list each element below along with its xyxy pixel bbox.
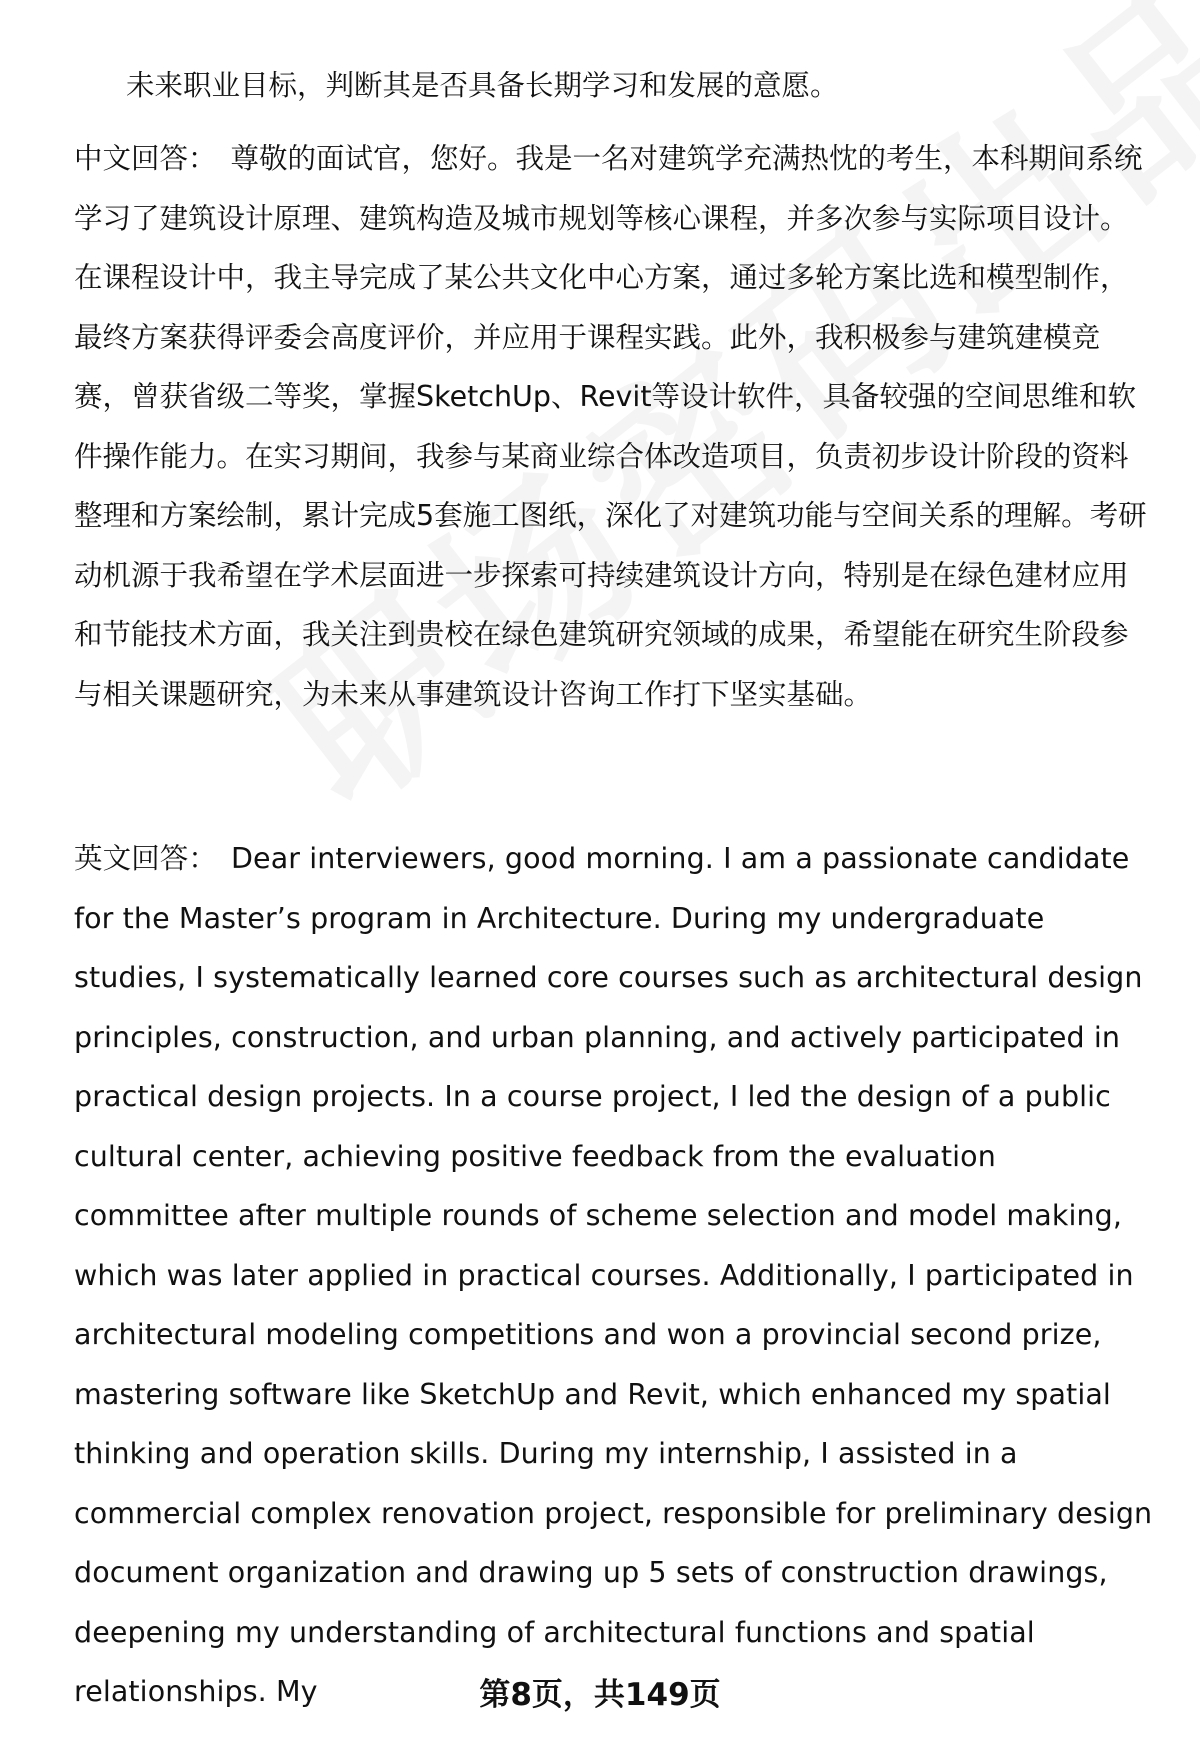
chinese-answer-label: 中文回答： — [74, 142, 217, 175]
english-answer-label: 英文回答： — [74, 842, 218, 875]
intro-line: 未来职业目标，判断其是否具备长期学习和发展的意愿。 — [126, 69, 839, 102]
english-answer-text: Dear interviewers, good morning. I am a passionate candidate for the Master’s program in Architecture. During my undergraduate studies, I systematically learned core courses such as architectural design principles, construction, and urban planning, and actively participated in practical design projects. In a course project, I led the design of a public cultural center, achieving positive feedback from the evaluation committee after multiple rounds of scheme selection and model making, which was later applied in practical courses. Additionally, I participated in architectural modeling competitions and won a provincial second prize, mastering software like SketchUp and Revit, which enhanced my spatial thinking and operation skills. During my internship, I assisted in a commercial complex renovation project, responsible for preliminary design document organization and drawing up 5 sets of construction drawings, deepening my understanding of architectural functions and spatial relationships. My — [74, 842, 1153, 1708]
english-answer-paragraph — [74, 829, 1154, 1722]
chinese-answer-text: 尊敬的面试官，您好。我是一名对建筑学充满热忱的考生，本科期间系统学习了建筑设计原理、建筑构造及城市规划等核心课程，并多次参与实际项目设计。在课程设计中，我主导完成了某公共文化中心方案，通过多轮方案比选和模型制作，最终方案获得评委会高度评价，并应用于课程实践。此外，我积极参与建筑建模竞赛，曾获省级二等奖，掌握SketchUp、Revit等设计软件，具备较强的空间思维和软件操作能力。在实习期间，我参与某商业综合体改造项目，负责初步设计阶段的资料整理和方案绘制，累计完成5套施工图纸，深化了对建筑功能与空间关系的理解。考研动机源于我希望在学术层面进一步探索可持续建筑设计方向，特别是在绿色建材应用和节能技术方面，我关注到贵校在绿色建筑研究领域的成果，希望能在研究生阶段参与相关课题研究，为未来从事建筑设计咨询工作打下坚实基础。 — [74, 142, 1147, 711]
page-number-footer: 第8页，共149页 — [479, 1677, 721, 1713]
chinese-answer-paragraph — [74, 129, 1154, 724]
